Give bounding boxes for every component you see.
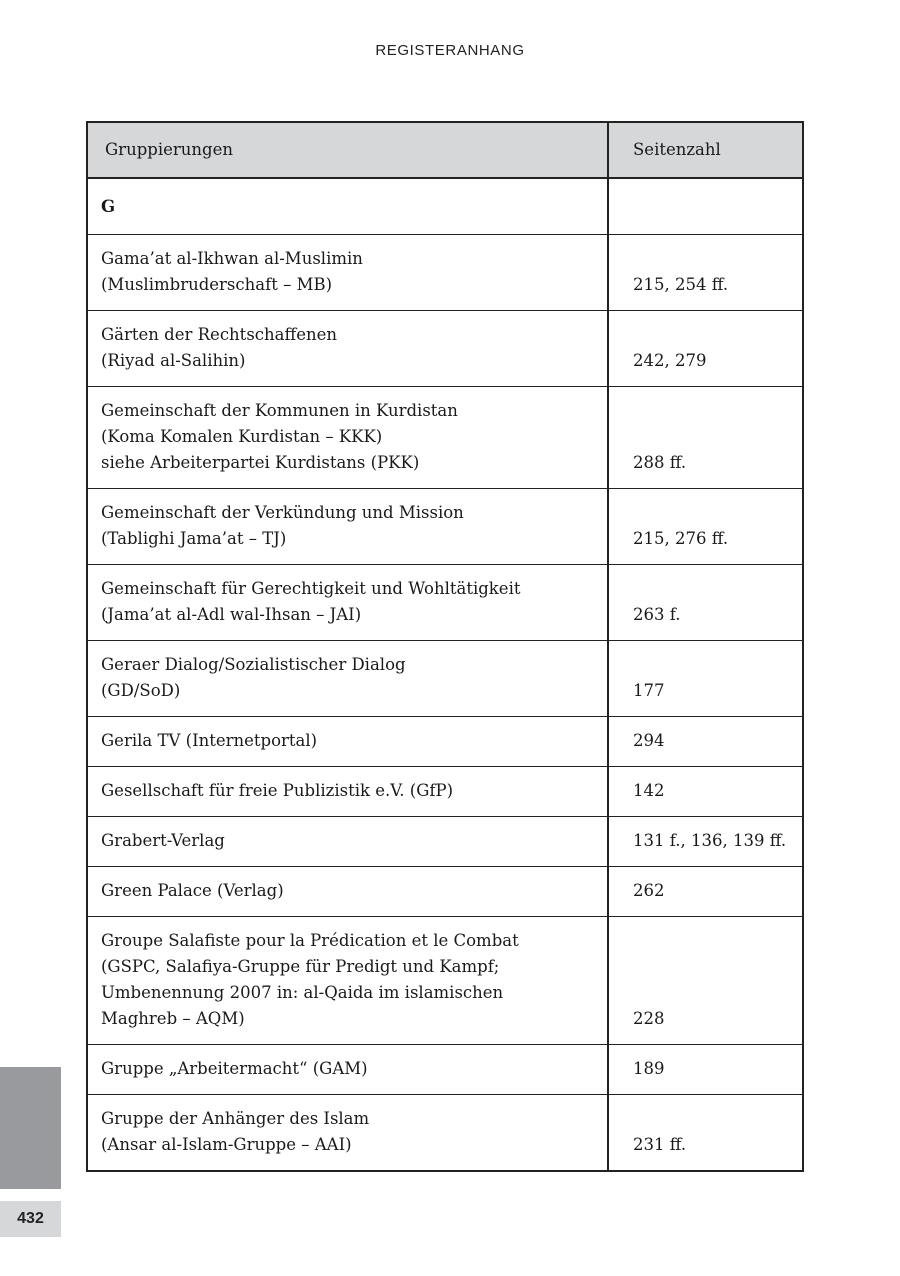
page-numbers-cell: 231 ff. [608, 1095, 803, 1172]
group-name-line: (GSPC, Salafiya-Gruppe für Predigt und Kampf; [101, 957, 500, 976]
table-row [87, 817, 803, 867]
letter-heading: G [87, 178, 608, 235]
group-name-line: (GD/SoD) [101, 681, 181, 700]
group-name-line: (Koma Komalen Kurdistan – KKK) [101, 427, 383, 446]
table-row [87, 867, 803, 917]
group-name-cell [87, 641, 608, 717]
page-numbers-cell: 215, 254 ff. [608, 235, 803, 311]
group-name-line: (Riyad al-Salihin) [101, 351, 246, 370]
group-name-line: Maghreb – AQM) [101, 1009, 245, 1028]
group-name-line: (Ansar al-Islam-Gruppe – AAI) [101, 1135, 352, 1154]
table-row [87, 311, 803, 387]
group-name-line: Gärten der Rechtschaffenen [101, 325, 337, 344]
group-name-cell [87, 1045, 608, 1095]
group-name-cell [87, 235, 608, 311]
table-row [87, 565, 803, 641]
group-name-cell [87, 767, 608, 817]
group-name-line: Gesellschaft für freie Publizistik e.V. (GfP) [101, 781, 454, 800]
table-header-row [87, 122, 803, 178]
group-name-cell [87, 311, 608, 387]
page-numbers-cell: 215, 276 ff. [608, 489, 803, 565]
table-row [87, 1095, 803, 1172]
group-name-line: Grabert-Verlag [101, 831, 225, 850]
letter-row [87, 178, 803, 235]
group-name-line: Geraer Dialog/Sozialistischer Dialog [101, 655, 406, 674]
page-numbers-cell: 142 [608, 767, 803, 817]
group-name-line: Gruppe der Anhänger des Islam [101, 1109, 370, 1128]
group-name-cell [87, 867, 608, 917]
running-head: REGISTERANHANG [375, 42, 525, 59]
side-tab-marker [0, 1067, 61, 1189]
table-row [87, 917, 803, 1045]
group-name-cell [87, 489, 608, 565]
page-numbers-cell: 294 [608, 717, 803, 767]
group-name-line: (Tablighi Jama’at – TJ) [101, 529, 287, 548]
table-row [87, 489, 803, 565]
page-numbers-cell: 177 [608, 641, 803, 717]
group-name-line: (Jama’at al-Adl wal-Ihsan – JAI) [101, 605, 362, 624]
page-numbers-cell: 131 f., 136, 139 ff. [608, 817, 803, 867]
group-name-line: siehe Arbeiterpartei Kurdistans (PKK) [101, 453, 420, 472]
table-row [87, 767, 803, 817]
table-row [87, 717, 803, 767]
group-name-line: Gemeinschaft der Kommunen in Kurdistan [101, 401, 458, 420]
column-header-pages: Seitenzahl [608, 122, 803, 178]
group-name-cell [87, 917, 608, 1045]
page-numbers-cell: 288 ff. [608, 387, 803, 489]
group-name-line: Gerila TV (Internetportal) [101, 731, 318, 750]
letter-pages-empty [608, 178, 803, 235]
column-header-groups: Gruppierungen [87, 122, 608, 178]
group-name-cell [87, 1095, 608, 1172]
page-numbers-cell: 262 [608, 867, 803, 917]
group-name-line: Green Palace (Verlag) [101, 881, 284, 900]
group-name-line: Gemeinschaft für Gerechtigkeit und Wohltätigkeit [101, 579, 521, 598]
group-name-line: (Muslimbruderschaft – MB) [101, 275, 333, 294]
page-numbers-cell: 228 [608, 917, 803, 1045]
page-numbers-cell: 189 [608, 1045, 803, 1095]
group-name-line: Groupe Salafiste pour la Prédication et le Combat [101, 931, 519, 950]
group-name-cell [87, 387, 608, 489]
register-table [86, 121, 804, 1172]
table-row [87, 641, 803, 717]
group-name-line: Umbenennung 2007 in: al-Qaida im islamischen [101, 983, 504, 1002]
group-name-line: Gama’at al-Ikhwan al-Muslimin [101, 249, 363, 268]
table-row [87, 1045, 803, 1095]
group-name-line: Gruppe „Arbeitermacht“ (GAM) [101, 1059, 368, 1078]
page-numbers-cell: 242, 279 [608, 311, 803, 387]
page-number: 432 [0, 1201, 61, 1237]
table-row [87, 235, 803, 311]
group-name-cell [87, 817, 608, 867]
group-name-cell [87, 717, 608, 767]
group-name-cell [87, 565, 608, 641]
page-numbers-cell: 263 f. [608, 565, 803, 641]
group-name-line: Gemeinschaft der Verkündung und Mission [101, 503, 464, 522]
table-row [87, 387, 803, 489]
